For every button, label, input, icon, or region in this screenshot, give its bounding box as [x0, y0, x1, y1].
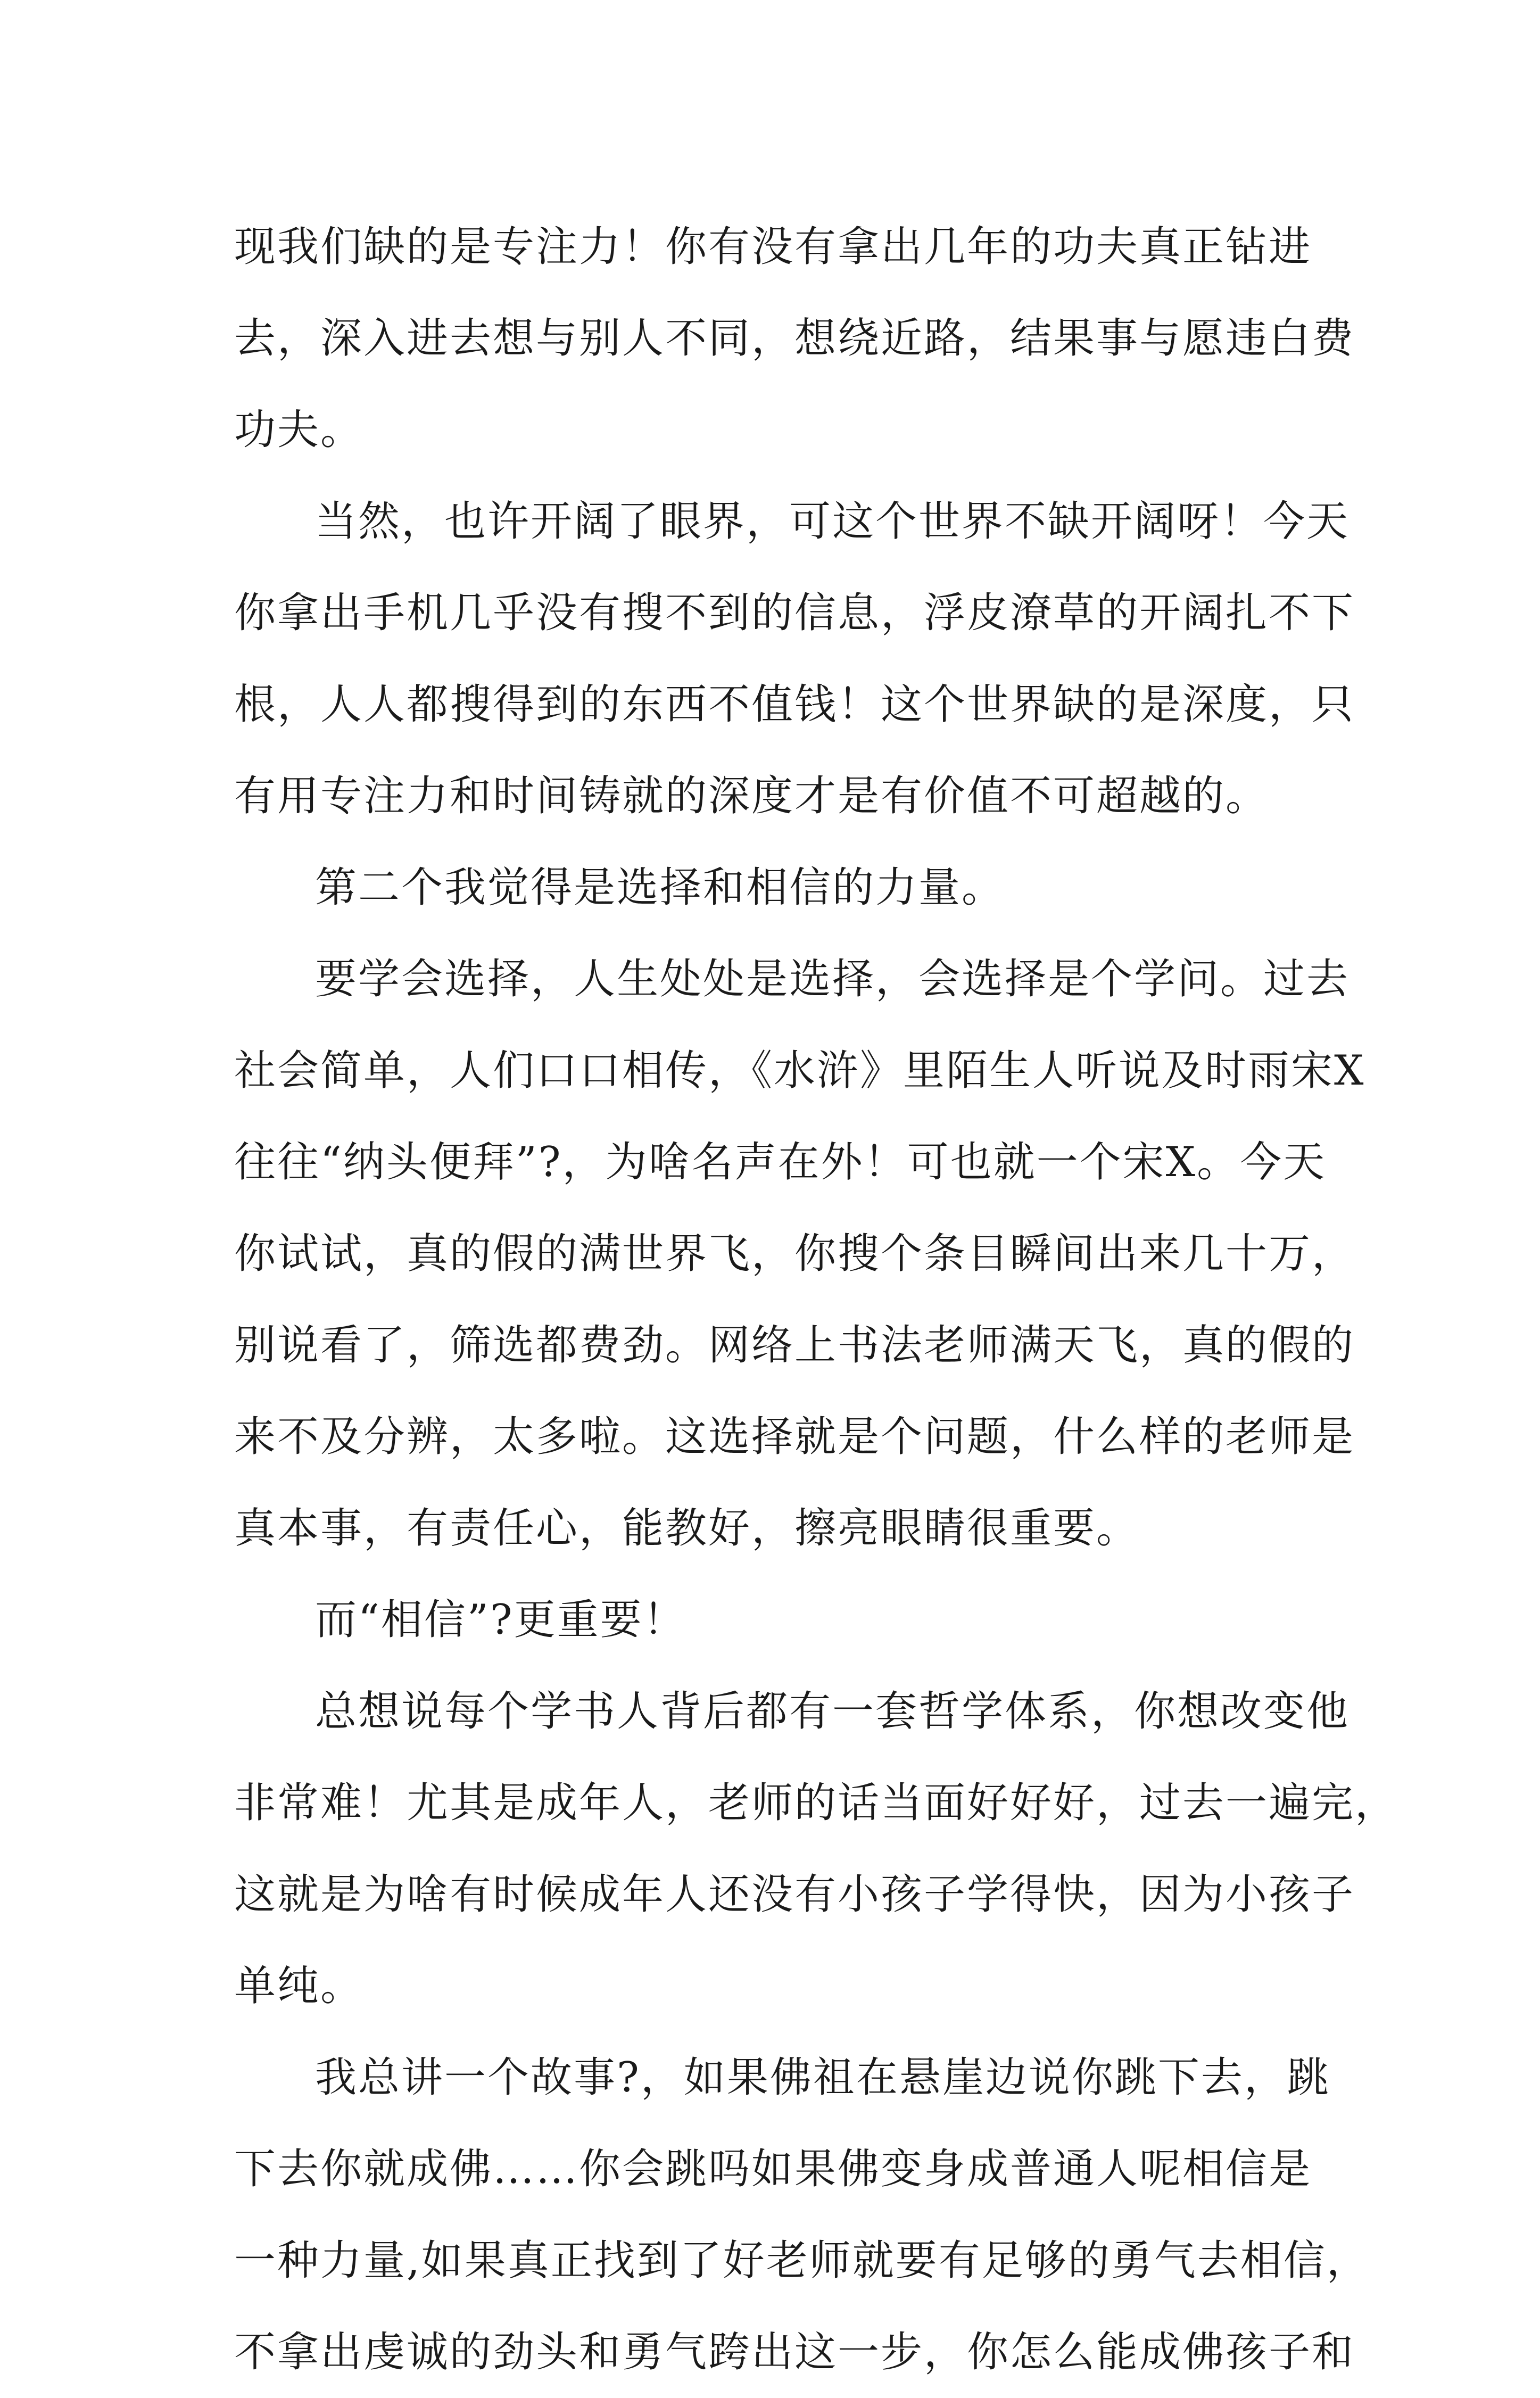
text-line: 你拿出手机几乎没有搜不到的信息，浮皮潦草的开阔扎不下 [234, 589, 1355, 637]
text-line: 而“相信”?更重要！ [315, 1596, 686, 1644]
text-line: 总想说每个学书人背后都有一套哲学体系，你想改变他 [315, 1688, 1350, 1735]
text-line: 往往“纳头便拜”?，为啥名声在外！可也就一个宋X。今天 [234, 1138, 1327, 1186]
text-line: 功夫。 [234, 406, 364, 454]
text-line: 单纯。 [234, 1962, 364, 2010]
text-line: 第二个我觉得是选择和相信的力量。 [315, 864, 1005, 912]
text-line: 当然，也许开阔了眼界，可这个世界不缺开阔呀！今天 [315, 498, 1350, 545]
text-line: 社会简单，人们口口相传，《水浒》里陌生人听说及时雨宋X [234, 1047, 1365, 1095]
text-line: 下去你就成佛……你会跳吗如果佛变身成普通人呢相信是 [234, 2145, 1312, 2193]
text-line: 根，人人都搜得到的东西不值钱！这个世界缺的是深度，只 [234, 681, 1355, 729]
text-line: 不拿出虔诚的劲头和勇气跨出这一步，你怎么能成佛孩子和 [234, 2328, 1355, 2376]
text-line: 你试试，真的假的满世界飞，你搜个条目瞬间出来几十万， [234, 1230, 1355, 1278]
text-line: 要学会选择，人生处处是选择，会选择是个学问。过去 [315, 955, 1350, 1003]
text-line: 来不及分辨，太多啦。这选择就是个问题，什么样的老师是 [234, 1413, 1355, 1461]
text-line: 真本事，有责任心，能教好，擦亮眼睛很重要。 [234, 1504, 1140, 1552]
body-text [234, 201, 1398, 2398]
text-line: 别说看了，筛选都费劲。网络上书法老师满天飞，真的假的 [234, 1321, 1355, 1369]
text-line: 一种力量,如果真正找到了好老师就要有足够的勇气去相信， [234, 2237, 1370, 2285]
text-line: 非常难！尤其是成年人，老师的话当面好好好，过去一遍完， [234, 1779, 1398, 1827]
text-line: 有用专注力和时间铸就的深度才是有价值不可超越的。 [234, 772, 1269, 820]
text-line: 去，深入进去想与别人不同，想绕近路，结果事与愿违白费 [234, 315, 1355, 362]
text-line: 这就是为啥有时候成年人还没有小孩子学得快，因为小孩子 [234, 1871, 1355, 1919]
text-line: 现我们缺的是专注力！你有没有拿出几年的功夫真正钻进 [234, 223, 1312, 271]
text-line: 我总讲一个故事?，如果佛祖在悬崖边说你跳下去，跳 [315, 2054, 1330, 2102]
